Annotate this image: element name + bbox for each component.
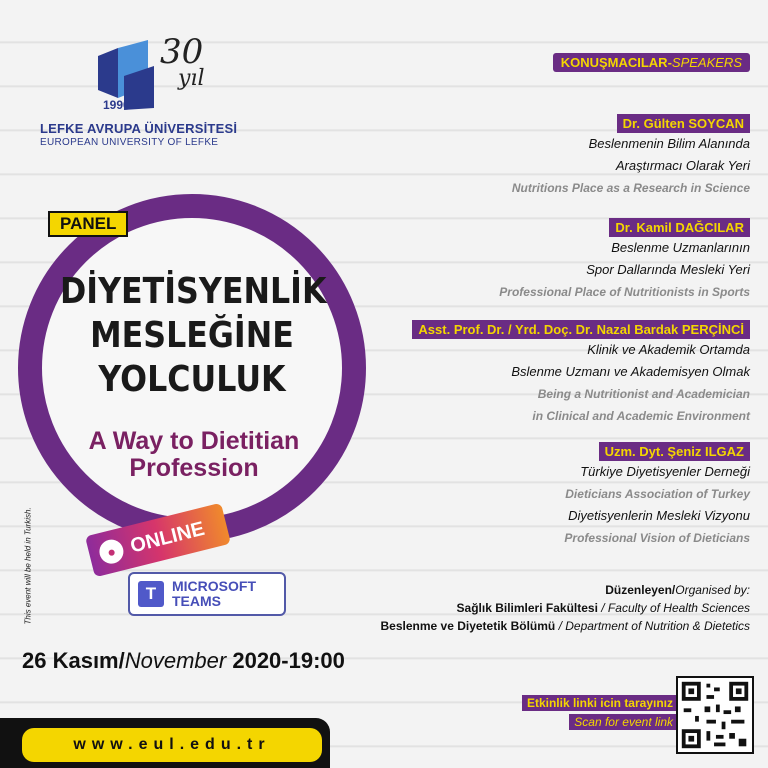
speakers-heading bbox=[553, 53, 750, 72]
speaker-topic-tr: Araştırmacı Olarak Yeri bbox=[615, 158, 750, 173]
speaker-topic-tr: Diyetisyenlerin Mesleki Vizyonu bbox=[568, 508, 750, 523]
teams-label-line: MICROSOFT bbox=[172, 578, 256, 594]
speaker-name: Uzm. Dyt. Şeniz ILGAZ bbox=[599, 442, 750, 461]
anniversary-number: 30 bbox=[160, 32, 204, 72]
anniversary-word: yıl bbox=[178, 66, 205, 91]
organiser-label-tr: Düzenleyen/ bbox=[605, 583, 676, 597]
speaker-block bbox=[499, 218, 750, 303]
online-label: ONLINE bbox=[128, 517, 207, 557]
faculty-en: / Faculty of Health Sciences bbox=[601, 601, 750, 615]
date-month-en: November bbox=[124, 648, 227, 673]
organiser-block bbox=[381, 581, 751, 635]
speaker-topic-en: Professional Vision of Dieticians bbox=[564, 531, 750, 545]
speaker-name: Asst. Prof. Dr. / Yrd. Doç. Dr. Nazal Bardak PERÇİNCİ bbox=[412, 320, 750, 339]
event-date bbox=[22, 648, 345, 674]
title-line: MESLEĞİNE bbox=[90, 315, 294, 356]
date-time: 2020-19:00 bbox=[232, 648, 345, 673]
speaker-topic-tr: Türkiye Diyetisyenler Derneği bbox=[580, 464, 750, 479]
speakers-heading-en: SPEAKERS bbox=[671, 55, 742, 70]
speaker-name: Dr. Gülten SOYCAN bbox=[617, 114, 750, 133]
title-line: DİYETİSYENLİK bbox=[60, 271, 327, 312]
university-name-en: EUROPEAN UNIVERSITY OF LEFKE bbox=[40, 137, 219, 148]
speaker-topic-tr: Spor Dallarında Mesleki Yeri bbox=[586, 262, 750, 277]
speaker-topic-tr: Beslenme Uzmanlarının bbox=[611, 240, 750, 255]
speaker-topic-tr: Bslenme Uzmanı ve Akademisyen Olmak bbox=[511, 364, 750, 379]
organiser-label-en: Organised by: bbox=[675, 583, 750, 597]
website-link[interactable]: www.eul.edu.tr bbox=[22, 728, 322, 762]
university-logo bbox=[90, 38, 170, 113]
title-line: YOLCULUK bbox=[98, 359, 286, 400]
department-tr: Beslenme ve Diyetetik Bölümü bbox=[380, 619, 556, 633]
date-day-tr: 26 Kasım/ bbox=[22, 648, 125, 673]
webcam-icon: ● bbox=[97, 537, 126, 566]
speaker-topic-en: Being a Nutritionist and Academician bbox=[537, 387, 750, 401]
scan-label-tr: Etkinlik linki icin tarayınız bbox=[522, 695, 678, 711]
speaker-topic-en: Professional Place of Nutritionists in Sports bbox=[499, 285, 750, 299]
speaker-topic-en: Dieticians Association of Turkey bbox=[565, 487, 750, 501]
university-name-tr: LEFKE AVRUPA ÜNİVERSİTESİ bbox=[40, 121, 238, 136]
title-en-line: Profession bbox=[129, 454, 259, 482]
speaker-block bbox=[512, 114, 750, 199]
faculty-tr: Sağlık Bilimleri Fakültesi bbox=[456, 601, 598, 615]
speaker-topic-en: Nutritions Place as a Research in Science bbox=[511, 181, 750, 195]
teams-label-line: TEAMS bbox=[172, 593, 221, 609]
speakers-heading-tr: KONUŞMACILAR- bbox=[560, 55, 672, 70]
teams-badge bbox=[128, 572, 286, 616]
speaker-name: Dr. Kamil DAĞCILAR bbox=[609, 218, 750, 237]
qr-code[interactable] bbox=[676, 676, 754, 754]
scan-prompt bbox=[522, 694, 678, 732]
event-title-tr bbox=[42, 270, 342, 402]
event-title-en bbox=[62, 428, 326, 482]
speaker-topic-tr: Beslenmenin Bilim Alanında bbox=[588, 136, 750, 151]
speaker-block bbox=[412, 320, 750, 427]
speaker-block bbox=[564, 442, 750, 549]
department-en: / Department of Nutrition & Dietetics bbox=[558, 619, 750, 633]
logo-year: 1990 bbox=[103, 98, 130, 112]
speaker-topic-tr: Klinik ve Akademik Ortamda bbox=[587, 342, 750, 357]
panel-badge: PANEL bbox=[48, 211, 128, 237]
language-note: This event will be held in Turkish. bbox=[23, 507, 33, 625]
title-en-line: A Way to Dietitian bbox=[88, 427, 300, 455]
speaker-topic-en: in Clinical and Academic Environment bbox=[532, 409, 750, 423]
teams-icon: T bbox=[138, 581, 164, 607]
scan-label-en: Scan for event link bbox=[569, 714, 678, 730]
